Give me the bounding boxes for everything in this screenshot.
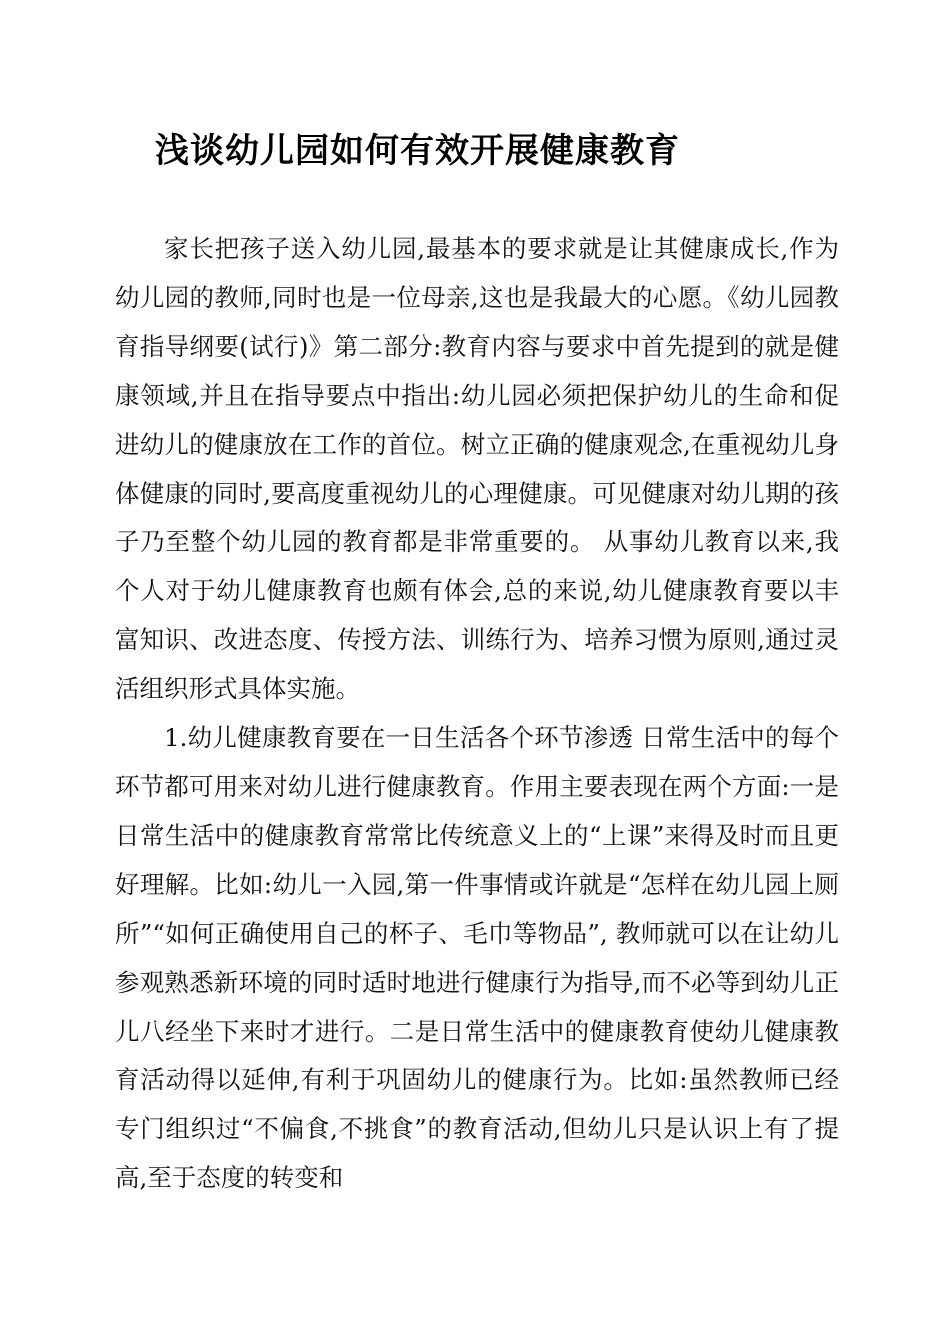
paragraph-section-1: 1.幼儿健康教育要在一日生活各个环节渗透 日常生活中的每个环节都可用来对幼儿进行健康教育。作用主要表现在两个方面:一是日常生活中的健康教育常常比传统意义上的“上课”来得及时而且更好理解。比如:幼儿一入园,第一件事情或许就是“怎样在幼儿园上厕所”“如何正确使用自己的杯子、毛巾等物品”, 教师就可以在让幼儿参观熟悉新环境的同时适时地进行健康行为指导,而不必等到幼儿正儿八经坐下来时才进行。二是日常生活中的健康教育使幼儿健康教育活动得以延伸,有利于巩固幼儿的健康行为。比如:虽然教师已经专门组织过“不偏食,不挑食”的教育活动,但幼儿只是认识上有了提高,至于态度的转变和 — [115, 723, 839, 1193]
document-title: 浅谈幼儿园如何有效开展健康教育 — [155, 131, 680, 171]
paragraph-introduction: 家长把孩子送入幼儿园,最基本的要求就是让其健康成长,作为幼儿园的教师,同时也是一位母亲,这也是我最大的心愿。《幼儿园教育指导纲要(试行)》第二部分:教育内容与要求中首先提到的就是健康领域,并且在指导要点中指出:幼儿园必须把保护幼儿的生命和促进幼儿的健康放在工作的首位。树立正确的健康观念,在重视幼儿身体健康的同时,要高度重视幼儿的心理健康。可见健康对幼儿期的孩子乃至整个幼儿园的教育都是非常重要的。 从事幼儿教育以来,我个人对于幼儿健康教育也颇有体会,总的来说,幼儿健康教育要以丰富知识、改进态度、传授方法、训练行为、培养习惯为原则,通过灵活组织形式具体实施。 — [115, 234, 839, 704]
document-body — [115, 225, 839, 1203]
